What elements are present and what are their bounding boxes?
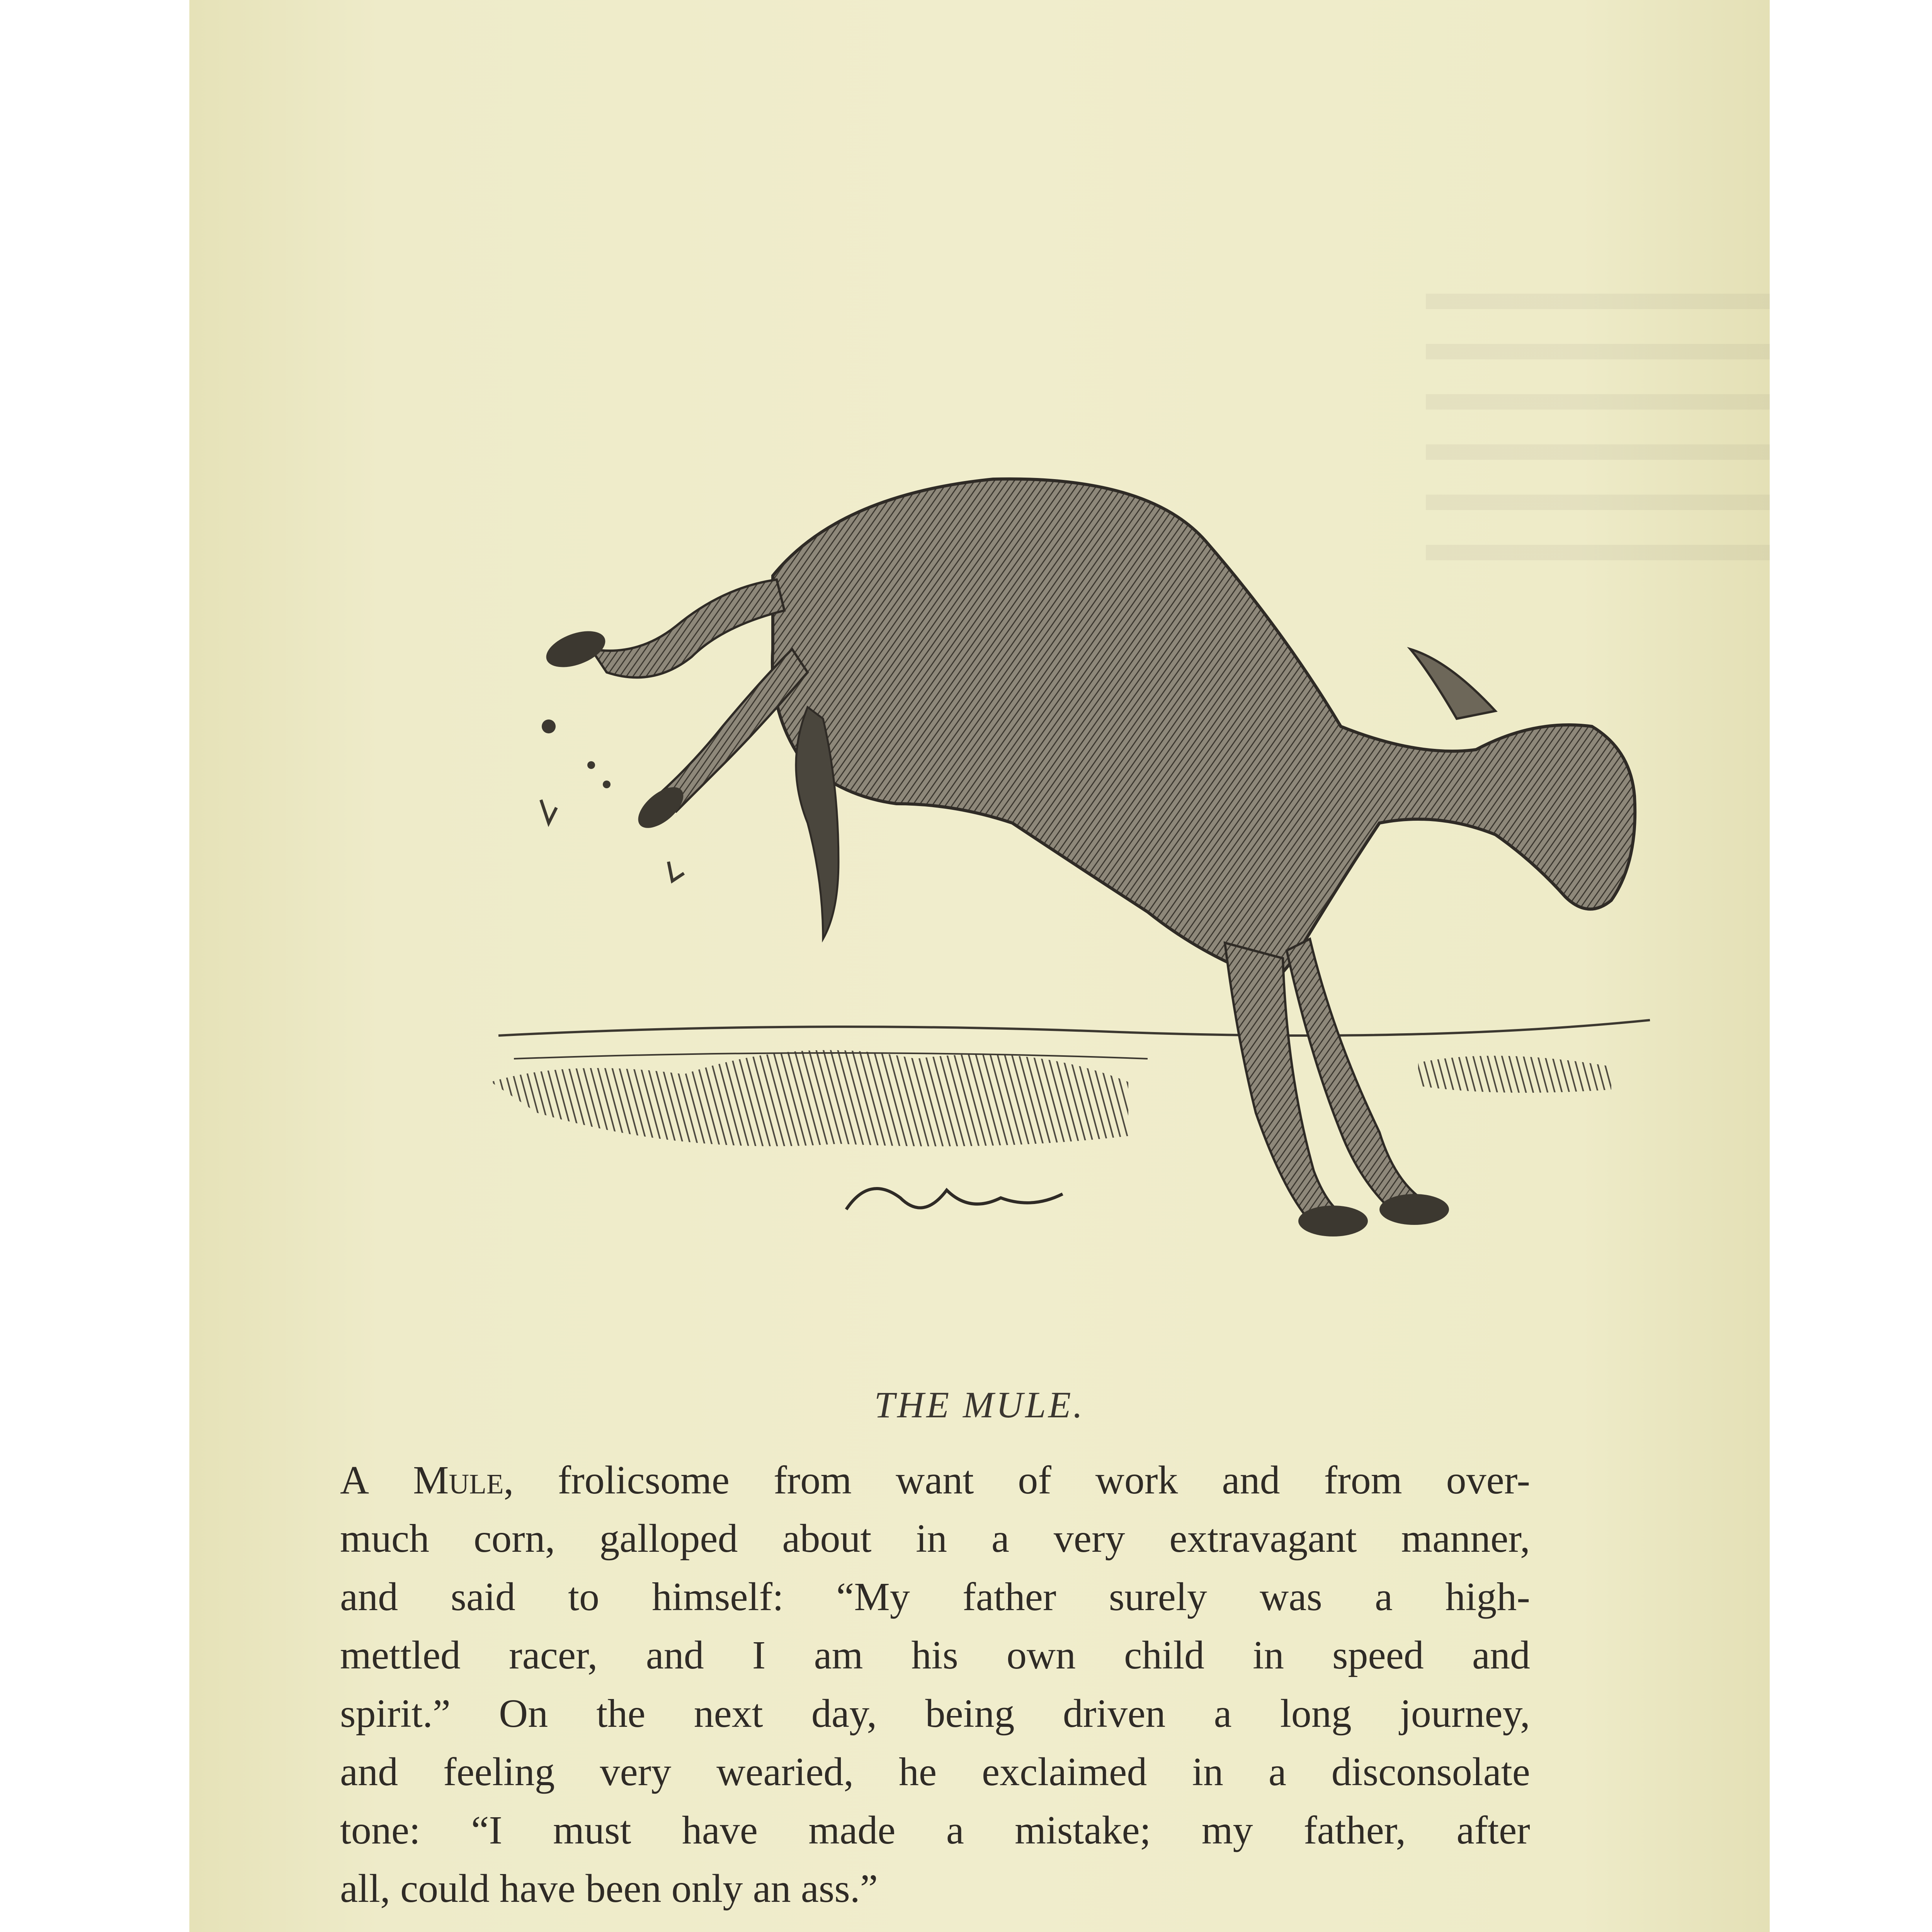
word: from bbox=[1324, 1458, 1402, 1502]
word: was bbox=[1260, 1575, 1322, 1619]
word: and bbox=[340, 1750, 398, 1794]
text-line bbox=[340, 1859, 1530, 1918]
text-line bbox=[340, 1626, 1530, 1684]
word: frolicsome bbox=[558, 1458, 730, 1502]
text-line bbox=[340, 1684, 1530, 1743]
word: made bbox=[808, 1808, 896, 1852]
word: mistake; bbox=[1015, 1808, 1151, 1852]
word: spirit.” bbox=[340, 1691, 451, 1736]
word: long bbox=[1280, 1691, 1352, 1736]
word: surely bbox=[1109, 1575, 1207, 1619]
word: On bbox=[499, 1691, 548, 1736]
word: next bbox=[694, 1691, 763, 1736]
word: journey, bbox=[1400, 1691, 1530, 1736]
mule-illustration bbox=[491, 379, 1766, 1383]
word: want bbox=[896, 1458, 974, 1502]
word: a bbox=[1214, 1691, 1232, 1736]
word: very bbox=[600, 1750, 672, 1794]
word: my bbox=[1201, 1808, 1253, 1852]
word: his bbox=[911, 1633, 958, 1677]
word: a bbox=[946, 1808, 964, 1852]
word: have bbox=[682, 1808, 758, 1852]
word: the bbox=[596, 1691, 646, 1736]
word: in bbox=[1192, 1750, 1224, 1794]
word: own bbox=[1006, 1633, 1076, 1677]
word: mettled bbox=[340, 1633, 461, 1677]
word: being bbox=[925, 1691, 1015, 1736]
word: in bbox=[1253, 1633, 1284, 1677]
word: much bbox=[340, 1516, 430, 1561]
word: father bbox=[963, 1575, 1056, 1619]
word: himself: bbox=[652, 1575, 784, 1619]
word: am bbox=[814, 1633, 863, 1677]
word: speed bbox=[1332, 1633, 1424, 1677]
word: extravagant bbox=[1169, 1516, 1357, 1561]
word: high- bbox=[1445, 1575, 1530, 1619]
word: “I bbox=[471, 1808, 502, 1852]
word: and bbox=[646, 1633, 704, 1677]
word: father, bbox=[1303, 1808, 1406, 1852]
word: manner, bbox=[1401, 1516, 1530, 1561]
word: of bbox=[1018, 1458, 1051, 1502]
word: corn, bbox=[473, 1516, 555, 1561]
word: he bbox=[899, 1750, 937, 1794]
word: over- bbox=[1446, 1458, 1530, 1502]
text-line bbox=[340, 1568, 1530, 1626]
word: and bbox=[340, 1575, 398, 1619]
word: “My bbox=[836, 1575, 910, 1619]
book-page bbox=[189, 0, 1770, 1932]
word: very bbox=[1053, 1516, 1125, 1561]
word: about bbox=[782, 1516, 872, 1561]
word: day, bbox=[811, 1691, 877, 1736]
word: in bbox=[916, 1516, 947, 1561]
word: after bbox=[1456, 1808, 1530, 1852]
word: said bbox=[451, 1575, 515, 1619]
text-line bbox=[340, 1451, 1530, 1509]
word: all, could have been only an ass.” bbox=[340, 1866, 878, 1911]
word: must bbox=[553, 1808, 631, 1852]
word: exclaimed bbox=[982, 1750, 1147, 1794]
word: A bbox=[340, 1458, 369, 1502]
word: and bbox=[1472, 1633, 1530, 1677]
word: to bbox=[568, 1575, 599, 1619]
text-line bbox=[340, 1743, 1530, 1801]
text-line bbox=[340, 1801, 1530, 1859]
word: driven bbox=[1063, 1691, 1166, 1736]
word: child bbox=[1124, 1633, 1205, 1677]
word: a bbox=[1375, 1575, 1393, 1619]
word: a bbox=[1268, 1750, 1286, 1794]
word: racer, bbox=[509, 1633, 598, 1677]
word: from bbox=[774, 1458, 852, 1502]
word: feeling bbox=[443, 1750, 555, 1794]
fable-title-mule: THE MULE. bbox=[874, 1384, 1085, 1425]
word: galloped bbox=[599, 1516, 738, 1561]
word: a bbox=[991, 1516, 1010, 1561]
word: and bbox=[1222, 1458, 1280, 1502]
text-line bbox=[340, 1509, 1530, 1568]
word: tone: bbox=[340, 1808, 420, 1852]
word: work bbox=[1095, 1458, 1178, 1502]
word: Mule, bbox=[413, 1458, 514, 1502]
word: wearied, bbox=[716, 1750, 854, 1794]
word: disconsolate bbox=[1331, 1750, 1530, 1794]
word: I bbox=[752, 1633, 766, 1677]
fable-text-mule bbox=[340, 1451, 1530, 1918]
